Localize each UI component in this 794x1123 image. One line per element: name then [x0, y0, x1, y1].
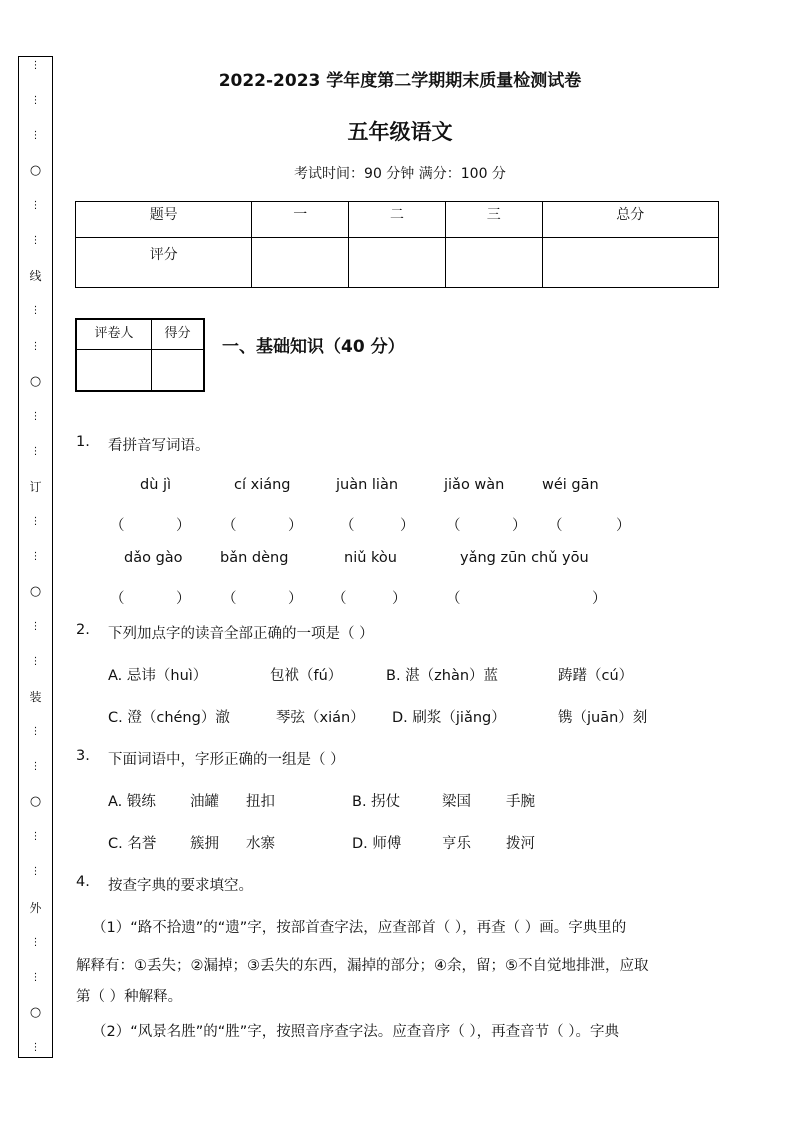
score-cell[interactable] [349, 238, 446, 288]
option-d-word: 拨河 [506, 836, 535, 852]
answer-close-paren: ） [288, 518, 303, 534]
score-table-score-row [76, 238, 719, 288]
answer-open-paren: （ [222, 591, 237, 607]
pinyin-item: yǎng zūn chǔ yōu [460, 550, 589, 566]
margin-label-bind: 装 [29, 690, 42, 705]
option-d-item1: D. 刷浆（jiǎng） [392, 710, 506, 726]
pinyin-item: juàn liàn [336, 477, 399, 493]
score-header-cell: 三 [445, 202, 542, 238]
margin-circle: ○ [29, 163, 42, 179]
option-d-word: 亨乐 [442, 836, 471, 852]
option-a-word: A. 锻练 [108, 794, 156, 810]
grader-cell[interactable] [152, 350, 204, 392]
option-d-word: D. 师傅 [352, 836, 402, 852]
answer-open-paren: （ [446, 518, 461, 534]
score-header-cell: 总分 [542, 202, 718, 238]
question-paragraph-line: 解释有：①丢失；②漏掉；③丢失的东西，漏掉的部分；④余，留；⑤不自觉地排泄，应取 [76, 958, 649, 974]
option-c-word: 簇拥 [190, 836, 219, 852]
exam-subtitle: 五年级语文 [347, 120, 453, 144]
answer-open-paren: （ [332, 591, 347, 607]
grader-table [75, 318, 205, 392]
question-number: 3. [76, 748, 90, 764]
option-c-item2: 琴弦（xián） [276, 710, 365, 726]
option-a-item2: 包袱（fú） [270, 668, 343, 684]
score-table-header-row [76, 202, 719, 238]
question-text: 按查字典的要求填空。 [108, 878, 253, 894]
score-header-cell: 二 [349, 202, 446, 238]
option-b-item1: B. 湛（zhàn）蓝 [386, 668, 499, 684]
score-table [75, 201, 719, 288]
question-paragraph-line: （2）“风景名胜”的“胜”字，按照音序查字法。应查音序（ ），再查音节（ ）。字典 [92, 1024, 619, 1040]
pinyin-item: niǔ kòu [344, 550, 397, 566]
margin-circle: ○ [29, 373, 42, 389]
margin-circle: ○ [29, 583, 42, 599]
pinyin-item: cí xiáng [234, 477, 291, 493]
section-title: 一、基础知识（40 分） [222, 337, 405, 357]
option-b-word: 手腕 [506, 794, 535, 810]
answer-close-paren: ） [176, 591, 191, 607]
option-a-word: 油罐 [190, 794, 219, 810]
score-header-cell: 题号 [76, 202, 252, 238]
answer-close-paren: ） [512, 518, 527, 534]
option-d-item2: 镌（juān）刻 [558, 710, 648, 726]
answer-close-paren: ） [592, 591, 607, 607]
option-a-item1: A. 忌讳（huì） [108, 668, 208, 684]
answer-close-paren: ） [288, 591, 303, 607]
option-c-word: 水寨 [246, 836, 275, 852]
answer-close-paren: ） [392, 591, 407, 607]
question-paragraph-line: （1）“路不拾遗”的“遗”字，按部首查字法，应查部首（ ），再查（ ）画。字典里的 [92, 920, 627, 936]
option-b-word: 梁国 [442, 794, 471, 810]
grader-header-cell: 得分 [152, 319, 204, 350]
answer-close-paren: ） [616, 518, 631, 534]
answer-open-paren: （ [446, 591, 461, 607]
question-text: 下列加点字的读音全部正确的一项是（ ） [108, 626, 374, 642]
option-c-word: C. 名誉 [108, 836, 157, 852]
pinyin-item: dù jì [140, 477, 172, 493]
question-paragraph-line: 第（ ）种解释。 [76, 989, 183, 1005]
score-row-label: 评分 [76, 238, 252, 288]
answer-close-paren: ） [176, 518, 191, 534]
answer-open-paren: （ [110, 591, 125, 607]
score-cell[interactable] [445, 238, 542, 288]
answer-close-paren: ） [400, 518, 415, 534]
question-text: 下面词语中，字形正确的一组是（ ） [108, 752, 345, 768]
answer-open-paren: （ [548, 518, 563, 534]
option-c-item1: C. 澄（chéng）澈 [108, 710, 230, 726]
margin-label-line: 线 [29, 269, 42, 284]
binding-margin [18, 56, 53, 1058]
option-a-word: 扭扣 [246, 794, 275, 810]
question-number: 1. [76, 434, 90, 450]
option-b-item2: 踌躇（cú） [558, 668, 634, 684]
margin-circle: ○ [29, 1004, 42, 1020]
score-cell[interactable] [542, 238, 718, 288]
grader-cell[interactable] [76, 350, 152, 392]
score-cell[interactable] [252, 238, 349, 288]
question-text: 看拼音写词语。 [108, 438, 210, 454]
question-number: 4. [76, 874, 90, 890]
pinyin-item: jiǎo wàn [444, 477, 505, 493]
answer-open-paren: （ [222, 518, 237, 534]
score-header-cell: 一 [252, 202, 349, 238]
answer-open-paren: （ [340, 518, 355, 534]
pinyin-item: bǎn dèng [220, 550, 289, 566]
margin-label-order: 订 [29, 479, 42, 494]
grader-header-cell: 评卷人 [76, 319, 152, 350]
answer-open-paren: （ [110, 518, 125, 534]
margin-label-outer: 外 [29, 900, 42, 915]
pinyin-item: wéi gān [542, 477, 599, 493]
exam-info: 考试时间：90 分钟 满分：100 分 [294, 166, 506, 182]
binding-margin-column: ⋮ ⋮ ⋮ ○ ⋮ ⋮ 线 ⋮ ⋮ ○ ⋮ ⋮ 订 ⋮ ⋮ ○ ⋮ ⋮ 装 ⋮ ⋮ ○ ⋮ ⋮ 外 ⋮ ⋮ ○ ⋮ [29, 60, 42, 1053]
option-b-word: B. 拐仗 [352, 794, 401, 810]
question-number: 2. [76, 622, 90, 638]
margin-circle: ○ [29, 794, 42, 810]
exam-title: 2022-2023 学年度第二学期期末质量检测试卷 [218, 71, 582, 91]
pinyin-item: dǎo gào [124, 550, 183, 566]
